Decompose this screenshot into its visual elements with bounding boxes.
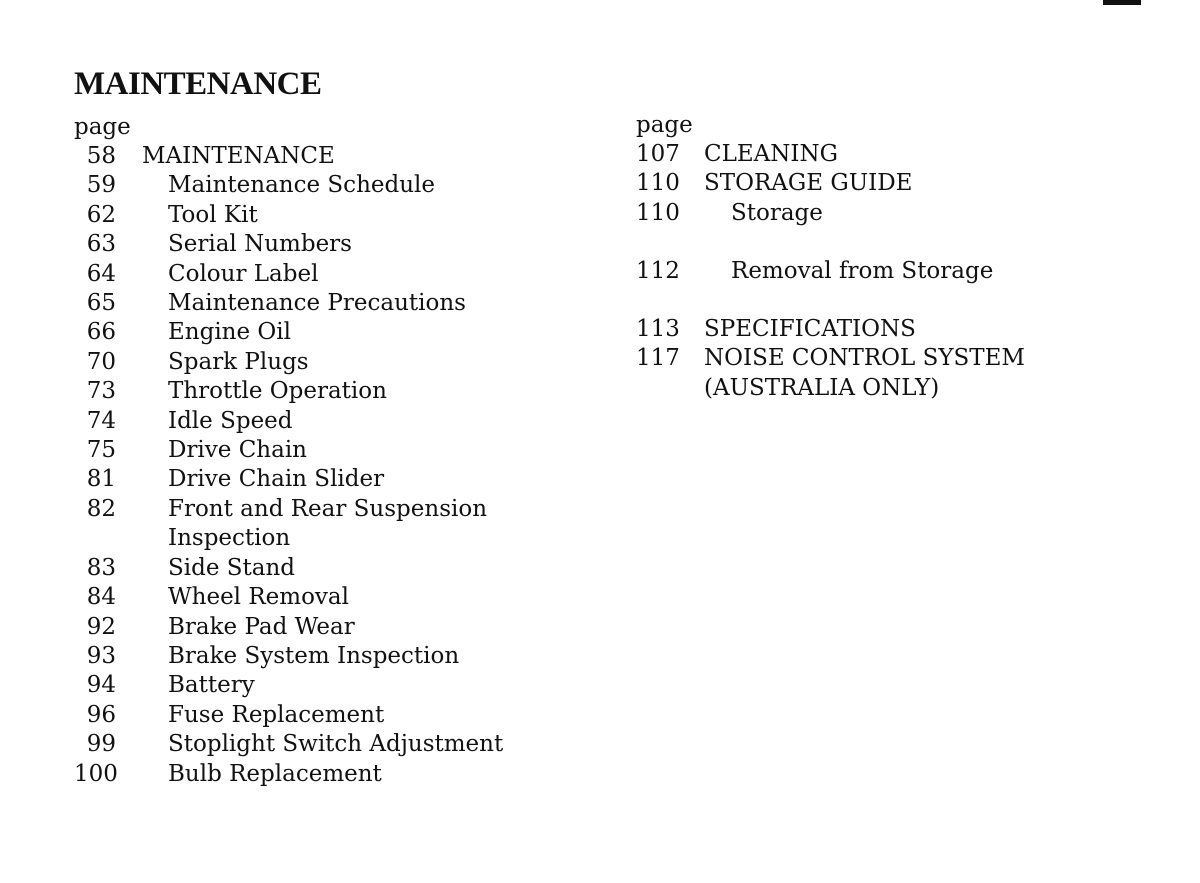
toc-entry — [74, 613, 574, 642]
toc-page-number: 110 — [636, 170, 680, 197]
toc-page-number: 74 — [86, 407, 116, 434]
toc-subsection-title: Removal from Storage — [731, 257, 994, 284]
toc-page-number: 62 — [86, 201, 116, 228]
toc-entry — [636, 140, 1156, 169]
toc-entry — [74, 201, 574, 230]
toc-entry — [74, 760, 574, 789]
toc-page-number: 83 — [86, 554, 116, 581]
toc-subsection-title: Brake Pad Wear — [168, 613, 355, 640]
toc-entry — [74, 583, 574, 612]
toc-section-title: CLEANING — [704, 141, 838, 167]
toc-entry — [636, 169, 1156, 198]
page-column-heading: page — [74, 114, 131, 140]
toc-page-number: 70 — [86, 348, 116, 375]
toc-left-column — [74, 113, 574, 789]
toc-subsection-title: Maintenance Precautions — [168, 290, 466, 317]
toc-entry — [636, 344, 1156, 403]
section-spacer — [636, 228, 1156, 257]
toc-list — [74, 142, 574, 789]
toc-subsection-title: Front and Rear Suspension Inspection — [168, 495, 488, 552]
toc-page-number: 113 — [636, 315, 680, 342]
toc-subsection-title: Bulb Replacement — [168, 760, 382, 787]
toc-entry — [74, 260, 574, 289]
toc-page-number: 107 — [636, 141, 680, 167]
toc-section-title: STORAGE GUIDE — [704, 170, 913, 197]
section-spacer — [636, 286, 1156, 315]
toc-page-number: 92 — [86, 613, 116, 640]
toc-page-number: 117 — [636, 345, 680, 372]
toc-page-number: 75 — [86, 437, 116, 464]
toc-entry — [74, 465, 574, 494]
toc-subsection-title: Idle Speed — [168, 407, 293, 434]
toc-right-column — [636, 111, 1156, 403]
toc-page-number: 110 — [636, 199, 680, 226]
toc-entry — [74, 289, 574, 318]
toc-entry — [636, 315, 1156, 344]
toc-subsection-title: Spark Plugs — [168, 348, 309, 375]
toc-list — [636, 140, 1156, 403]
toc-page-number: 99 — [86, 731, 116, 758]
toc-page-number: 82 — [86, 495, 116, 522]
toc-page-number: 93 — [86, 642, 116, 669]
toc-page-number: 59 — [86, 172, 116, 199]
toc-page-number: 81 — [86, 466, 116, 493]
toc-entry — [74, 554, 574, 583]
page-column-heading: page — [636, 112, 693, 138]
toc-subsection-title: Engine Oil — [168, 319, 291, 346]
toc-page-number: 94 — [86, 672, 116, 699]
toc-page-number: 84 — [86, 584, 116, 611]
toc-subsection-title: Drive Chain — [168, 437, 307, 464]
toc-subsection-title: Drive Chain Slider — [168, 466, 385, 493]
toc-subsection-title: Serial Numbers — [168, 231, 352, 258]
toc-page-number: 63 — [86, 231, 116, 258]
corner-mark — [1103, 0, 1141, 5]
toc-entry — [74, 436, 574, 465]
toc-page-number: 65 — [86, 290, 116, 317]
toc-section-title: SPECIFICATIONS — [704, 315, 916, 342]
toc-entry — [636, 199, 1156, 228]
toc-page-number: 96 — [86, 701, 116, 728]
page-title: MAINTENANCE — [74, 66, 322, 102]
toc-entry — [74, 642, 574, 671]
toc-page-number: 64 — [86, 260, 116, 287]
toc-subsection-title: Stoplight Switch Adjustment — [168, 731, 504, 758]
toc-subsection-title: Battery — [168, 672, 255, 699]
toc-page-number: 66 — [86, 319, 116, 346]
toc-section-title: NOISE CONTROL SYSTEM (AUSTRALIA ONLY) — [704, 345, 1025, 401]
toc-entry — [74, 318, 574, 347]
toc-page-number: 73 — [86, 378, 116, 405]
toc-subsection-title: Storage — [731, 199, 823, 226]
toc-entry — [74, 495, 574, 554]
toc-subsection-title: Tool Kit — [168, 201, 258, 228]
toc-page-number: 100 — [74, 760, 118, 787]
toc-subsection-title: Colour Label — [168, 260, 319, 287]
toc-page-number: 58 — [86, 143, 116, 169]
toc-entry — [74, 171, 574, 200]
toc-entry — [74, 407, 574, 436]
toc-subsection-title: Brake System Inspection — [168, 642, 460, 669]
toc-entry — [74, 701, 574, 730]
toc-subsection-title: Side Stand — [168, 554, 296, 581]
toc-section-title: MAINTENANCE — [142, 143, 335, 169]
toc-subsection-title: Fuse Replacement — [168, 701, 385, 728]
toc-entry — [74, 348, 574, 377]
toc-entry — [74, 142, 574, 171]
toc-page-number: 112 — [636, 257, 680, 284]
toc-subsection-title: Wheel Removal — [168, 584, 349, 611]
toc-entry — [74, 671, 574, 700]
toc-entry — [74, 377, 574, 406]
toc-subsection-title: Maintenance Schedule — [168, 172, 435, 199]
toc-entry — [636, 257, 1156, 286]
toc-entry — [74, 730, 574, 759]
toc-subsection-title: Throttle Operation — [168, 378, 387, 405]
toc-entry — [74, 230, 574, 259]
